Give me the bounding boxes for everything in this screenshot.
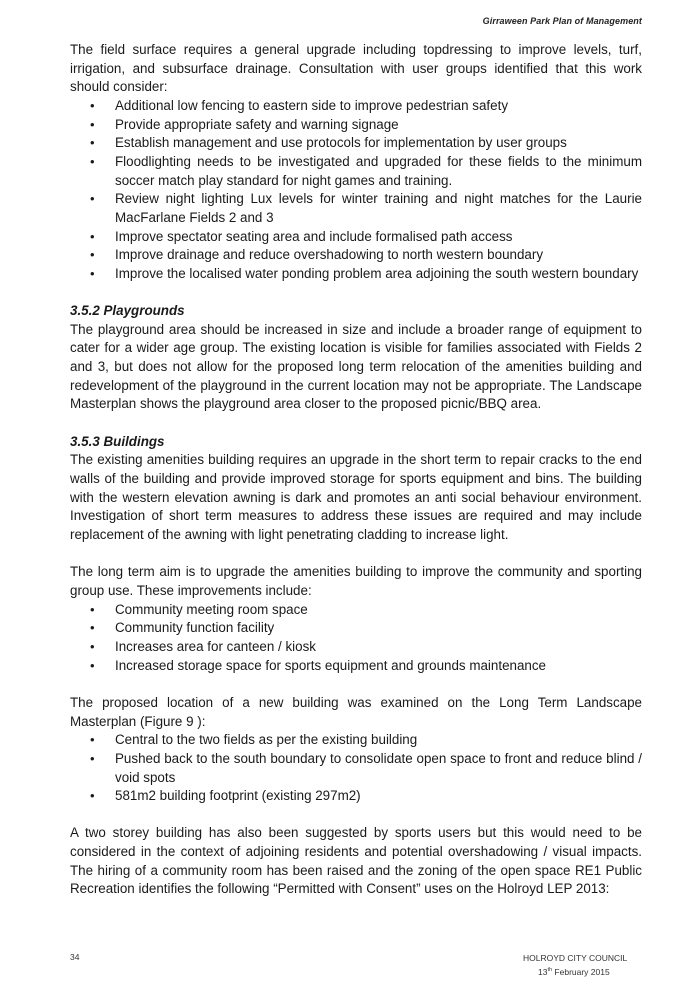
list-item: • Improve spectator seating area and include formalised path access: [70, 228, 642, 247]
council-name: HOLROYD CITY COUNCIL: [523, 953, 628, 963]
bullet-icon: •: [90, 732, 95, 748]
spacer: [70, 284, 642, 303]
bullet-icon: •: [90, 620, 95, 636]
bullet-icon: •: [90, 247, 95, 263]
playgrounds-paragraph: The playground area should be increased in size and include a broader range of equipment to cater for a wider age group. The existing location is visible for families associated with Fields 2 and 3, but does not allow for the proposed long term relocation of the amenities building and redevelopment of the playground in the current location may not be appropriate. The Landscape Masterplan shows the playground area closer to the proposed picnic/BBQ area.: [70, 321, 642, 412]
bullet-icon: •: [90, 153, 95, 169]
closing-paragraph: A two storey building has also been suggested by sports users but this would need to be considered in the context of adjoining residents and potential overshadowing / visual impacts. The hiring of a community room has been raised and the zoning of the open space RE1 Public Recreation identifies the following “Permitted with Consent” uses on the Holroyd LEP 2013:: [70, 825, 642, 897]
spacer: [70, 414, 642, 433]
list-item: • Review night lighting Lux levels for winter training and night matches for the Laurie MacFarlane Fields 2 and 3: [90, 191, 642, 225]
bullet-icon: •: [90, 788, 95, 804]
page-body: [70, 41, 642, 899]
list-item: • Provide appropriate safety and warning signage: [70, 116, 642, 135]
list-item: • Increases area for canteen / kiosk: [70, 638, 642, 657]
list-item: • Floodlighting needs to be investigated and upgraded for these fields to the minimum soccer match play standard for night games and training.: [90, 153, 642, 188]
list-item: • Additional low fencing to eastern side to improve pedestrian safety: [70, 97, 642, 116]
page-number: 34: [70, 952, 80, 962]
bullet-icon: •: [90, 265, 95, 281]
list-item: • Increased storage space for sports equipment and grounds maintenance: [70, 657, 642, 676]
bullet-icon: •: [90, 638, 95, 654]
bullet-icon: •: [90, 750, 95, 766]
list-item: • 581m2 building footprint (existing 297m2): [70, 787, 642, 806]
bullet-icon: •: [90, 191, 95, 207]
section-heading-buildings: 3.5.3 Buildings: [70, 433, 165, 449]
long-term-paragraph: The long term aim is to upgrade the amenities building to improve the community and sporting group use. These improvements include:: [70, 564, 642, 598]
list-item: • Improve the localised water ponding problem area adjoining the south western boundary: [70, 265, 642, 284]
bullet-icon: •: [90, 116, 95, 132]
bullet-icon: •: [90, 97, 95, 113]
buildings-paragraph: The existing amenities building requires an upgrade in the short term to repair cracks to the end walls of the building and provide improved storage for sports equipment and bins. The building with the western elevation awning is dark and promotes an anti social behaviour environment. Investigation of short term measures to address these issues are required and may include replacement of the awning with light penetrating cladding to increase light.: [70, 452, 642, 543]
improvements-list: [70, 601, 642, 676]
running-header: Girraween Park Plan of Management: [482, 16, 642, 26]
section-heading-playgrounds: 3.5.2 Playgrounds: [70, 303, 185, 319]
bullet-icon: •: [90, 657, 95, 673]
spacer: [70, 806, 642, 825]
field-considerations-list: [70, 97, 642, 284]
list-item: • Community function facility: [70, 619, 642, 638]
list-item: • Community meeting room space: [70, 601, 642, 620]
footer-council-info: [523, 952, 627, 978]
bullet-icon: •: [90, 228, 95, 244]
spacer: [70, 675, 642, 694]
location-paragraph: The proposed location of a new building was examined on the Long Term Landscape Masterplan (Figure 9 ):: [70, 694, 642, 729]
list-item: • Central to the two fields as per the existing building: [70, 731, 642, 750]
location-list: [70, 731, 642, 806]
list-item: • Pushed back to the south boundary to consolidate open space to front and reduce blind / void spots: [90, 750, 642, 785]
bullet-icon: •: [90, 135, 95, 151]
bullet-icon: •: [90, 601, 95, 617]
list-item: • Establish management and use protocols for implementation by user groups: [70, 134, 642, 153]
publication-date: 13th February 2015: [538, 967, 610, 977]
list-item: • Improve drainage and reduce overshadowing to north western boundary: [70, 246, 642, 265]
intro-paragraph: The field surface requires a general upgrade including topdressing to improve levels, turf, irrigation, and subsurface drainage. Consultation with user groups identified that this work should consider:: [70, 42, 642, 95]
spacer: [70, 545, 642, 564]
